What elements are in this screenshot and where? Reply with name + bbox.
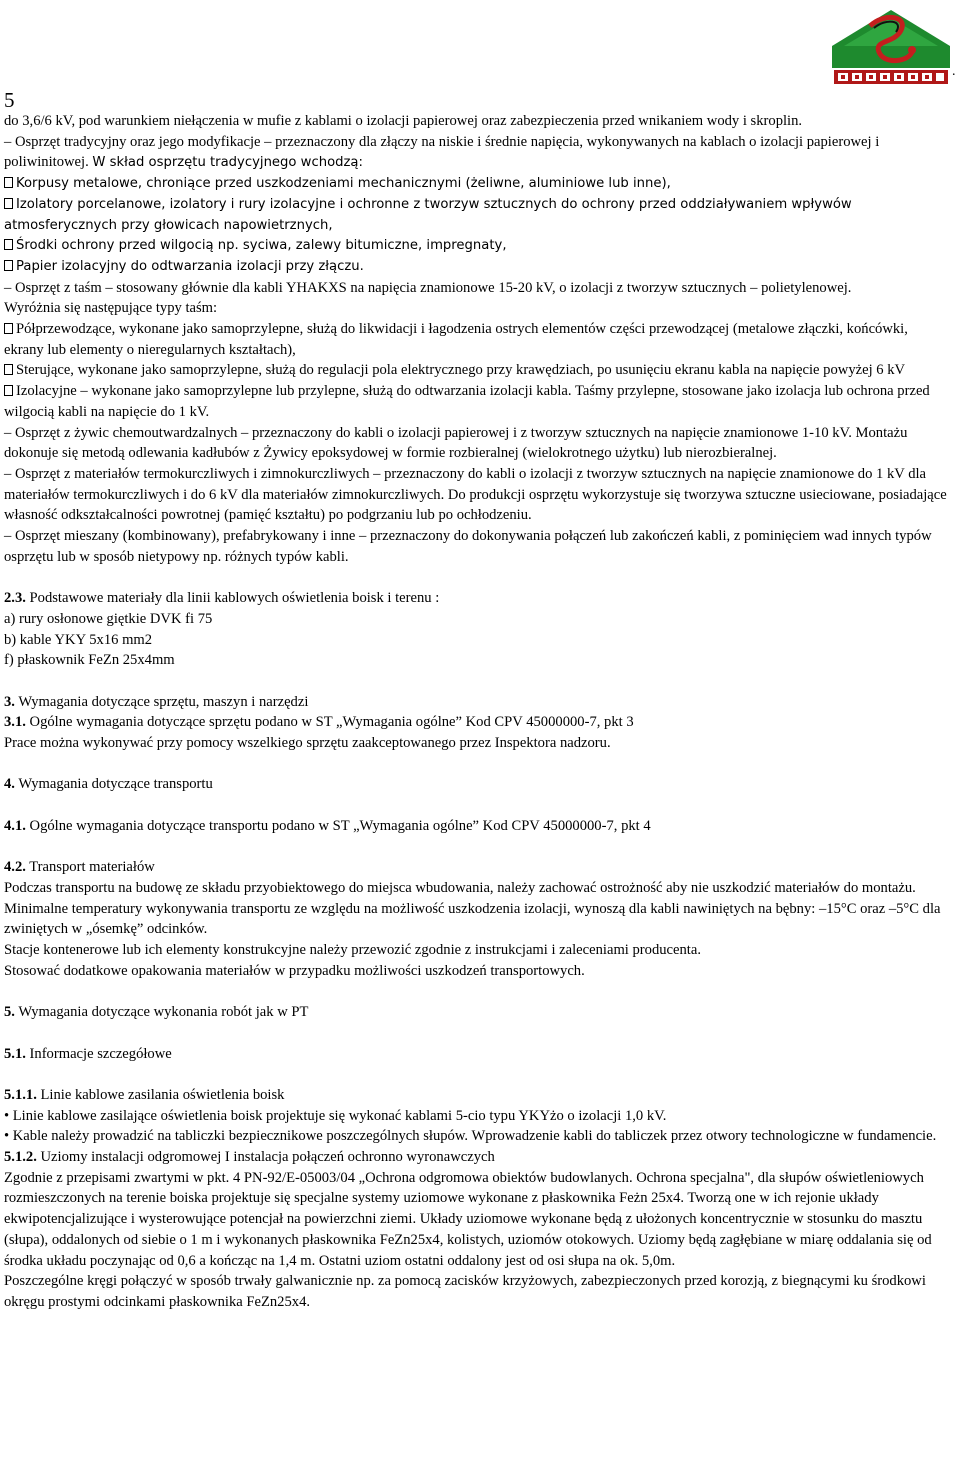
list-item: Korpusy metalowe, chroniące przed uszkodzeniami mechanicznymi (żeliwne, aluminiowe lub inne), (4, 174, 950, 195)
paragraph: Zgodnie z przepisami zwartymi w pkt. 4 PN-92/E-05003/04 „Ochrona odgromowa obiektów budowlanych. Ochrona specjalna", dla słupów oświetleniowych rozmieszczonych na terenie boiska projektuje się specjalne systemy uziomowe wykonane z płaskownika Feżn 25x4. Tworzą one w ich rejonie układy ekwipotencjalizujące i wysterowujące potencjał na powierzchni ziemi. Układy uziomowe wykonane będą z ułożonych koncentrycznie w stosunku do masztu (słupa), oddalonych od siebie o 1 m i wykonanych płaskownika FeZn25x4, kolistych, uziomów otokowych. Uziomy będą zagłębiane w miarę oddalania się od środka układu poczynając od 0,6 a kończąc na 1,4 m. Ostatni uziom ostatni oddalony jest od osi słupa na ok. 5,0m. (4, 1169, 932, 1269)
list-item: Środki ochrony przed wilgocią np. syciwa, zalewy bitumiczne, impregnaty, (4, 236, 950, 257)
paragraph: – Osprzęt mieszany (kombinowany), prefabrykowany i inne – przeznaczony do dokonywania połączeń lub zakończeń kabli, z pominięciem wad innych typów osprzętu lub w sposób nietypowy np. różnych typów kabli. (4, 528, 932, 565)
list-item: a) rury osłonowe giętkie DVK fi 75 (4, 610, 213, 627)
list-item: • Kable należy prowadzić na tabliczki bezpiecznikowe poszczególnych słupów. Wprowadzenie kabli do tabliczek przez otwory technologiczne w fundamencie. (4, 1128, 937, 1145)
section-heading: 4. Wymagania dotyczące transportu (4, 776, 213, 793)
paragraph: – Osprzęt z materiałów termokurczliwych i zimnokurczliwych – przeznaczony do kabli o izolacji z tworzyw sztucznych na napięcie znamionowe do 1 kV dla materiałów termokurczliwych i do 6 kV dla materiałów zimnokurczliwych. Do produkcji osprzętu wykorzystuje się tworzywa sztuczne usieciowane, posiadające własność odkształcalności powrotnej (pamięć kształtu) po podgrzaniu lub po ochłodzeniu. (4, 465, 947, 524)
list-item: Izolatory porcelanowe, izolatory i rury izolacyjne i ochronne z tworzyw sztucznych do ochrony przed oddziaływaniem wpływów atmosferycznych przy głowicach napowietrznych, (4, 196, 852, 233)
paragraph: Podczas transportu na budowę ze składu przyobiektowego do miejsca wbudowania, należy zachować ostrożność aby nie uszkodzić materiałów do montażu. (4, 879, 916, 896)
bullet-box-icon (4, 385, 13, 396)
list-item: Półprzewodzące, wykonane jako samoprzylepne, służą do likwidacji i łagodzenia ostrych elementów części przewodzącej (metalowe złączki, końcówki, ekrany lub elementy o nieregularnych kształtach), (4, 321, 908, 358)
paragraph: do 3,6/6 kV, pod warunkiem niełączenia w mufie z kablami o izolacji papierowej oraz zabezpieczenia przed wnikaniem wody i skroplin. (4, 113, 803, 129)
bullet-box-icon (4, 198, 13, 209)
paragraph: Minimalne temperatury wykonywania transportu ze względu na możliwość uszkodzenia izolacji, wynoszą dla kabli nawiniętych na bębny: –15°C oraz –5°C dla zwiniętych w „ósemkę” odcinków. (4, 900, 941, 938)
paragraph: – Osprzęt z żywic chemoutwardzalnych – przeznaczony do kabli o izolacji papierowej i z tworzyw sztucznych na napięcie znamionowe 1-10 kV. Montażu dokonuje się metodą odlewania kadłubów z Żywicy epoksydowej w formie rozbieralnej (wielokrotnego użytku) lub nierozbieralnej. (4, 424, 908, 462)
paragraph-text: – Osprzęt tradycyjny oraz jego modyfikacje – przeznaczony dla złączy na niskie i średnie napięcia, wykonywanych na kablach o izolacji papierowej i poliwinitowej. (4, 133, 880, 171)
paragraph-text: W skład osprzętu tradycyjnego wchodzą: (92, 155, 363, 171)
subsection-heading: 5.1. Informacje szczegółowe (4, 1045, 172, 1062)
header-dot: . (952, 64, 956, 79)
bullet-box-icon (4, 239, 13, 250)
bullet-box-icon (4, 364, 13, 375)
subsection-heading: 5.1.1. Linie kablowe zasilania oświetlenia boisk (4, 1086, 285, 1103)
paragraph: – Osprzęt z taśm – stosowany głównie dla kabli YHAKXS na napięcia znamionowe 15-20 kV, o izolacji z tworzyw sztucznych – polietylenowej. (4, 279, 852, 296)
paragraph: Wyróżnia się następujące typy taśm: (4, 300, 218, 317)
section-heading: 5. Wymagania dotyczące wykonania robót jak w PT (4, 1004, 309, 1021)
paragraph: Prace można wykonywać przy pomocy wszelkiego sprzętu zaakceptowanego przez Inspektora nadzoru. (4, 735, 611, 752)
bullet-box-icon (4, 323, 13, 334)
page-number: 5 (4, 88, 15, 112)
list-item: f) płaskownik FeZn 25x4mm (4, 652, 175, 669)
list-item: b) kable YKY 5x16 mm2 (4, 631, 153, 648)
subsection-heading: 4.2. Transport materiałów (4, 859, 155, 876)
bullet-box-icon (4, 177, 13, 188)
paragraph: Poszczególne kręgi połączyć w sposób trwały galwanicznie np. za pomocą zacisków krzyżowych, zabezpieczonych przed korozją, z biegnącymi ku środkowi okręgu prostymi odcinkami płaskownika FeZn25x4. (4, 1273, 926, 1310)
list-item: Sterujące, wykonane jako samoprzylepne, służą do regulacji pola elektrycznego przy krawędziach, po usunięciu ekranu kabla na napięcie powyżej 6 kV (4, 360, 950, 381)
paragraph: Stacje kontenerowe lub ich elementy konstrukcyjne należy przewozić zgodnie z instrukcjami i zaleceniami producenta. (4, 942, 701, 959)
section-heading: 2.3. Podstawowe materiały dla linii kablowych oświetlenia boisk i terenu : (4, 590, 440, 607)
bullet-box-icon (4, 260, 13, 271)
document-body (4, 111, 950, 1313)
subsection-heading: 5.1.2. Uziomy instalacji odgromowej I instalacja połączeń ochronno wyronawczych (4, 1149, 495, 1166)
list-item: Papier izolacyjny do odtwarzania izolacji przy złączu. (4, 257, 950, 278)
subsection-heading: 4.1. Ogólne wymagania dotyczące transportu podano w ST „Wymagania ogólne” Kod CPV 45000000-7, pkt 4 (4, 817, 651, 834)
list-item: Izolacyjne – wykonane jako samoprzylepne lub przylepne, służą do odtwarzania izolacji kabla. Taśmy przylepne, stosowane jako izolacja lub ochrona przed wilgocią kabli na napięcie do 1 kV. (4, 383, 930, 420)
paragraph: Stosować dodatkowe opakowania materiałów w przypadku możliwości uszkodzeń transportowych. (4, 962, 585, 979)
section-heading: 3. Wymagania dotyczące sprzętu, maszyn i narzędzi (4, 693, 309, 710)
paragraph (4, 132, 950, 174)
company-logo (830, 6, 952, 86)
subsection-heading: 3.1. Ogólne wymagania dotyczące sprzętu podano w ST „Wymagania ogólne” Kod CPV 45000000-7, pkt 3 (4, 714, 634, 731)
list-item: • Linie kablowe zasilające oświetlenia boisk projektuje się wykonać kablami 5-cio typu YKYżo o izolacji 1,0 kV. (4, 1107, 667, 1124)
